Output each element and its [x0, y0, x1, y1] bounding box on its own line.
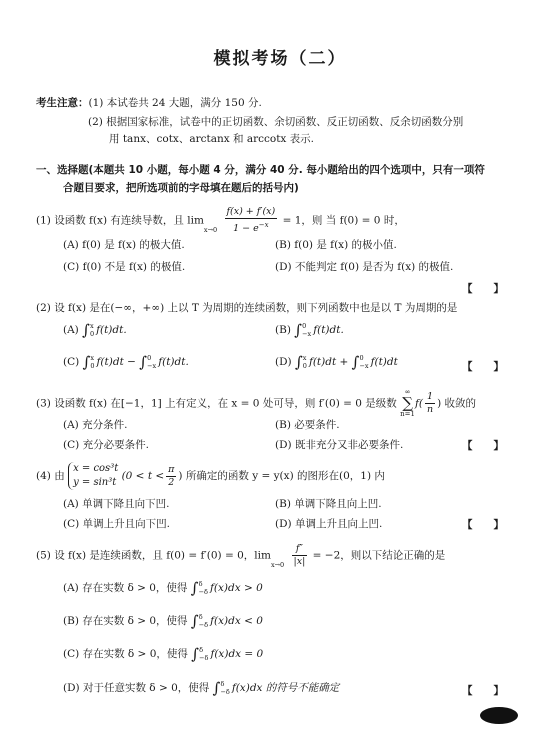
integral-sign-icon: ∫ [190, 579, 199, 597]
q2-option-d-label: (D) [275, 356, 292, 368]
q1-lim-sub: x→0 [203, 225, 218, 234]
q2-c1-lower: 0 [90, 362, 95, 370]
q2-b-expr: f(t)dt. [313, 324, 344, 336]
q2-c1-upper: x [90, 354, 95, 362]
q2-stem: (2) 设 f(x) 是在(−∞，+∞) 上以 T 为周期的连续函数，则下列函数中也是以 T 为周期的是 [36, 302, 458, 314]
q5-c-limits [199, 646, 208, 662]
q5-lim-sub: x→0 [270, 560, 285, 569]
q5-option-a-label: (A) 存在实数 δ > 0，使得 [63, 582, 188, 594]
q5-d-lower: −δ [220, 688, 230, 696]
q5-a-limits [199, 580, 208, 596]
integral-sign-icon: ∫ [212, 679, 221, 697]
q5-option-a[interactable] [63, 580, 263, 596]
q4-option-c[interactable]: (C) 单调上升且向下凹. [63, 518, 170, 530]
page-title: 模拟考场（二） [213, 49, 347, 69]
q3-sum-f: f( [414, 397, 423, 410]
q1-stem [36, 206, 405, 235]
q3-option-a[interactable]: (A) 充分条件. [63, 419, 128, 431]
q4-option-a[interactable]: (A) 单调下降且向下凹. [63, 498, 170, 510]
q5-b-limits [199, 613, 208, 629]
q2-a-upper: x [89, 322, 94, 330]
q2-c-expr-1: f(t)dt − [96, 356, 136, 368]
q5-stem [36, 543, 445, 569]
q5-stem-b: = −2，则以下结论正确的是 [312, 549, 446, 562]
q1-denominator [225, 219, 278, 235]
q5-a-lower: −δ [198, 588, 208, 596]
q1-option-d[interactable]: (D) 不能判定 f(0) 是否为 f(x) 的极值. [275, 261, 454, 273]
q5-denominator: |x| [293, 556, 306, 567]
q2-b-limits [302, 322, 311, 338]
q2-d-expr-1: f(t)dt + [308, 356, 349, 368]
notice-label: 考生注意： [36, 97, 89, 109]
section-heading-b: 合题目要求，把所选项前的字母填在题后的括号内) [63, 182, 299, 194]
q4-answer-bracket[interactable]: 【 】 [462, 519, 504, 531]
q5-numerator: f″ [292, 543, 308, 556]
q1-stem-b: = 1，则 当 f(0) = 0 时， [282, 214, 405, 227]
q2-option-b-label: (B) [275, 324, 291, 336]
q2-option-a[interactable] [63, 322, 127, 338]
q5-a-upper: δ [198, 580, 203, 588]
integral-sign-icon: ∫ [294, 353, 303, 371]
page-number-oval-icon [480, 707, 518, 724]
q3-stem-b: ) 收敛的 [437, 397, 477, 410]
q4-stem [36, 461, 385, 491]
q5-option-c-label: (C) 存在实数 δ > 0，使得 [63, 648, 188, 660]
q5-option-d-label: (D) 对于任意实数 δ > 0，使得 [63, 682, 210, 694]
q5-fraction [292, 543, 308, 568]
q3-sum [400, 389, 415, 418]
q2-d2-lower: −x [359, 362, 369, 370]
notice-item-1: (1) 本试卷共 24 大题，满分 150 分. [88, 97, 262, 109]
q5-option-b-label: (B) 存在实数 δ > 0，使得 [63, 615, 188, 627]
q3-fraction [425, 391, 435, 416]
q3-denominator: n [426, 404, 434, 415]
q2-d1-upper: x [302, 354, 307, 362]
q2-option-c[interactable] [63, 354, 189, 370]
q4-range-num: π [168, 463, 175, 475]
integral-sign-icon: ∫ [82, 353, 91, 371]
q5-b-lower: −δ [198, 621, 209, 629]
q2-a-lower: 0 [89, 330, 95, 338]
q4-stem-b: 所确定的函数 y = y(x) 的图形在(0，1) 内 [185, 470, 385, 482]
integral-sign-icon: ∫ [190, 612, 199, 630]
q4-range-fraction [166, 464, 176, 489]
q5-stem-a: (5) 设 f(x) 是连续函数，且 f(0) = f′(0) = 0，lim [36, 549, 271, 562]
q1-stem-a: (1) 设函数 f(x) 有连续导数，且 lim [36, 214, 204, 227]
q2-c2-upper: 0 [147, 354, 152, 362]
q2-d1-lower: 0 [302, 362, 307, 370]
q2-c-expr-2: f(t)dt. [158, 356, 189, 368]
q3-stem [36, 389, 476, 418]
integral-sign-icon: ∫ [351, 353, 360, 371]
q5-c-lower: −δ [199, 654, 209, 662]
q3-sum-lower: n=1 [400, 410, 415, 418]
q4-range-a: (0 < t < [121, 470, 165, 482]
q4-option-d[interactable]: (D) 单调上升且向上凹. [275, 518, 383, 530]
q2-option-b[interactable] [275, 322, 344, 338]
q1-den-base: 1 − e [233, 223, 259, 235]
q3-option-c[interactable]: (C) 充分必要条件. [63, 439, 149, 451]
q5-option-d[interactable] [63, 680, 339, 696]
integral-sign-icon: ∫ [82, 321, 90, 339]
q5-answer-bracket[interactable]: 【 】 [462, 685, 504, 697]
q4-system [68, 462, 118, 490]
q4-range-b: ) [178, 470, 183, 482]
q3-sum-upper: ∞ [404, 388, 411, 396]
q1-fraction [225, 206, 278, 235]
q2-a-limits [90, 322, 94, 338]
q4-system-y: y = sin³t [73, 477, 117, 488]
q1-den-exp: −x [258, 221, 269, 229]
q2-d2-limits [359, 354, 368, 370]
q5-c-tail: f(x)dx = 0 [210, 648, 264, 660]
q3-answer-bracket[interactable]: 【 】 [462, 440, 504, 452]
q4-option-b[interactable]: (B) 单调下降且向上凹. [275, 498, 382, 510]
q5-option-b[interactable] [63, 613, 263, 629]
q2-option-c-label: (C) [63, 356, 80, 368]
q2-answer-bracket[interactable]: 【 】 [462, 361, 504, 373]
q5-a-tail: f(x)dx > 0 [209, 582, 263, 594]
q5-d-tail: f(x)dx 的符号不能确定 [231, 682, 340, 694]
q2-b-upper: 0 [302, 322, 307, 330]
q2-d1-limits [303, 354, 307, 370]
q5-option-c[interactable] [63, 646, 263, 662]
integral-sign-icon: ∫ [139, 353, 148, 371]
integral-sign-icon: ∫ [191, 645, 200, 663]
q3-stem-a: (3) 设函数 f(x) 在[−1，1] 上有定义，在 x = 0 处可导，则 f′(0) = 0 是级数 [36, 397, 397, 410]
q1-answer-bracket[interactable]: 【 】 [462, 283, 504, 295]
q4-stem-a: (4) 由 [36, 470, 65, 482]
sigma-icon: ∑ [402, 394, 413, 412]
q2-c2-limits [147, 354, 156, 370]
q3-option-d[interactable]: (D) 既非充分又非必要条件. [275, 439, 404, 451]
notice-item-2b: 用 tanx、cotx、arctanx 和 arccotx 表示. [109, 133, 315, 145]
q4-system-x: x = cos³t [73, 463, 119, 474]
q2-option-d[interactable] [275, 354, 398, 370]
integral-sign-icon: ∫ [294, 321, 303, 339]
q5-d-limits [220, 680, 229, 696]
q1-option-b[interactable]: (B) f(0) 是 f(x) 的极小值. [275, 239, 397, 251]
q4-range-den: 2 [168, 476, 175, 488]
q2-b-lower: −x [302, 330, 312, 338]
q2-d-expr-2: f(t)dt [370, 356, 398, 368]
section-heading-a: 一、选择题(本题共 10 小题，每小题 4 分，满分 40 分. 每小题给出的四个选项中，只有一项符 [36, 164, 485, 176]
q5-d-upper: δ [220, 680, 225, 688]
q5-b-upper: δ [198, 613, 203, 621]
q1-option-a[interactable]: (A) f(0) 是 f(x) 的极大值. [63, 239, 185, 251]
q3-option-b[interactable]: (B) 必要条件. [275, 419, 340, 431]
q2-option-a-label: (A) [63, 324, 79, 336]
q1-option-c[interactable]: (C) f(0) 不是 f(x) 的极值. [63, 261, 186, 273]
notice-item-2a: (2) 根据国家标准，试卷中的正切函数、余切函数、反正切函数、反余切函数分别 [88, 116, 464, 128]
q5-c-upper: δ [199, 646, 203, 654]
q3-numerator: 1 [425, 391, 435, 404]
q2-c2-lower: −x [147, 362, 157, 370]
notice-line-1 [36, 96, 262, 110]
q2-c1-limits [90, 354, 94, 370]
q2-d2-upper: 0 [359, 354, 364, 362]
q2-a-expr: f(t)dt. [96, 324, 127, 336]
q5-b-tail: f(x)dx < 0 [210, 615, 263, 627]
q1-numerator: f(x) + f′(x) [226, 206, 276, 217]
